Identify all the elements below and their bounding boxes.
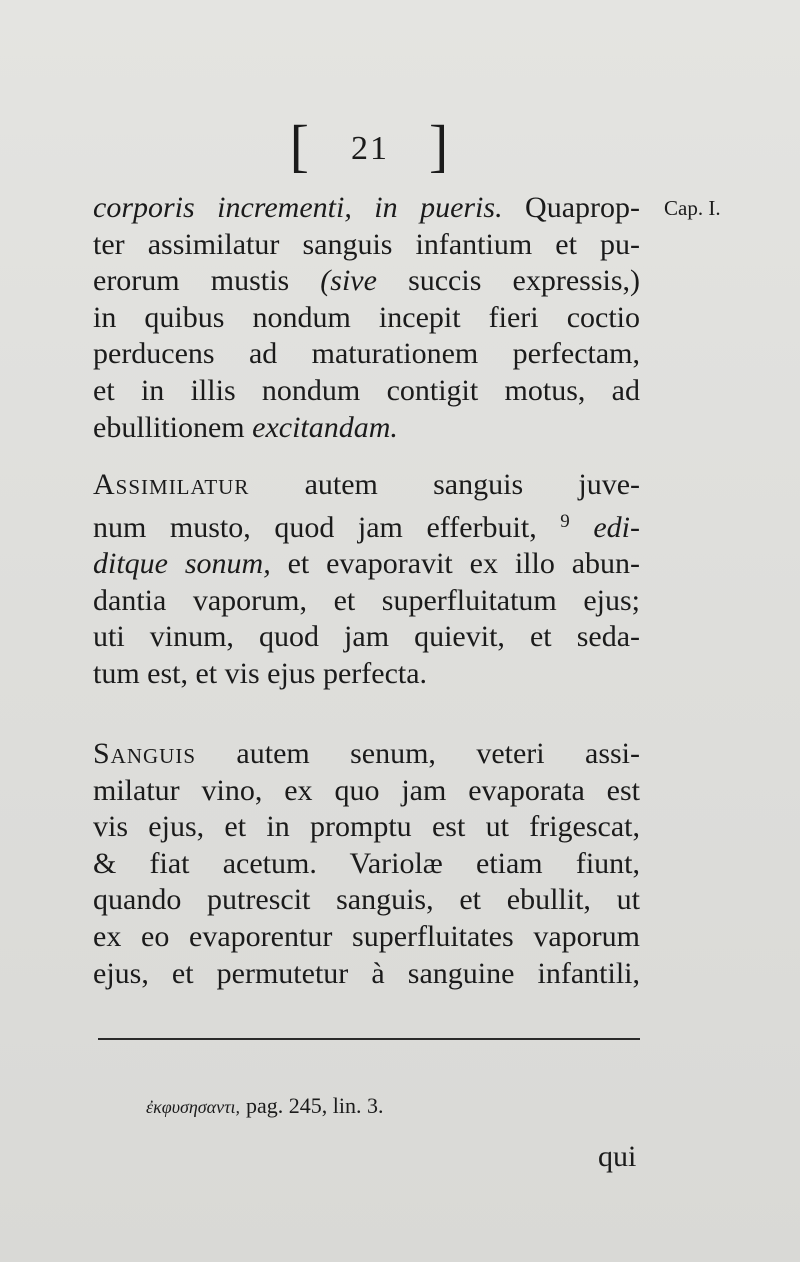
text-line: et in illis nondum contigit motus, ad: [93, 373, 640, 407]
text-run: num musto, quod jam efferbuit,: [93, 510, 537, 544]
paragraph-3: [93, 736, 640, 992]
small-caps-opening: Assimilatur: [93, 468, 250, 501]
text-line: in quibus nondum incepit fieri coctio: [93, 300, 640, 334]
text-run: autem sanguis juve-: [304, 468, 640, 501]
text-line: uti vinum, quod jam quievit, et seda-: [93, 620, 640, 654]
text-line: tum est, et vis ejus perfecta.: [93, 656, 428, 690]
italic-phrase: ditque sonum,: [93, 547, 271, 581]
footnote-rule: [98, 1038, 640, 1040]
text-line: [93, 263, 640, 300]
margin-note-chapter: Cap. I.: [664, 196, 721, 220]
text-line: [93, 190, 640, 227]
italic-phrase: excitandam.: [252, 410, 398, 444]
footnote-marker: 9: [560, 510, 570, 532]
bracket-left: [: [289, 113, 311, 178]
text-run: Quaprop-: [525, 191, 641, 224]
text-line: [93, 467, 640, 504]
small-caps-opening: Sanguis: [93, 737, 197, 770]
page-header: [0, 112, 740, 179]
text-line: [93, 504, 640, 547]
text-run: autem senum, veteri assi-: [236, 737, 640, 770]
footnote: [146, 1093, 384, 1119]
text-run: erorum mustis: [93, 264, 290, 298]
text-run: et evaporavit ex illo abun-: [287, 547, 641, 581]
text-line: dantia vaporum, et superfluitatum ejus;: [93, 583, 640, 617]
paragraph-2: [93, 467, 640, 693]
text-line: perducens ad maturationem perfectam,: [93, 337, 640, 371]
catchword: qui: [598, 1140, 637, 1173]
italic-phrase: corporis incrementi, in pueris.: [93, 191, 503, 224]
italic-phrase: (sive: [320, 264, 377, 298]
text-run: succis expressis,): [408, 264, 640, 298]
text-line: [93, 736, 640, 773]
text-line: & fiat acetum. Variolæ etiam fiunt,: [93, 846, 640, 880]
footnote-greek: ἐκφυσησαντι,: [146, 1097, 241, 1117]
text-line: milatur vino, ex quo jam evaporata est: [93, 773, 640, 807]
italic-phrase: edi-: [593, 510, 640, 544]
text-line: [93, 410, 640, 447]
paragraph-1: [93, 190, 640, 446]
bracket-right: ]: [429, 113, 451, 178]
page-number: 21: [351, 130, 389, 167]
text-line: [93, 546, 640, 583]
text-line: quando putrescit sanguis, et ebullit, ut: [93, 883, 640, 917]
text-run: ebullitionem: [93, 410, 245, 444]
footnote-reference: pag. 245, lin. 3.: [246, 1093, 384, 1118]
text-line: vis ejus, et in promptu est ut frigescat,: [93, 810, 640, 844]
text-line: ter assimilatur sanguis infantium et pu-: [93, 227, 640, 261]
text-line: ex eo evaporentur superfluitates vaporum: [93, 919, 640, 953]
text-line: ejus, et permutetur à sanguine infantili,: [93, 956, 640, 990]
